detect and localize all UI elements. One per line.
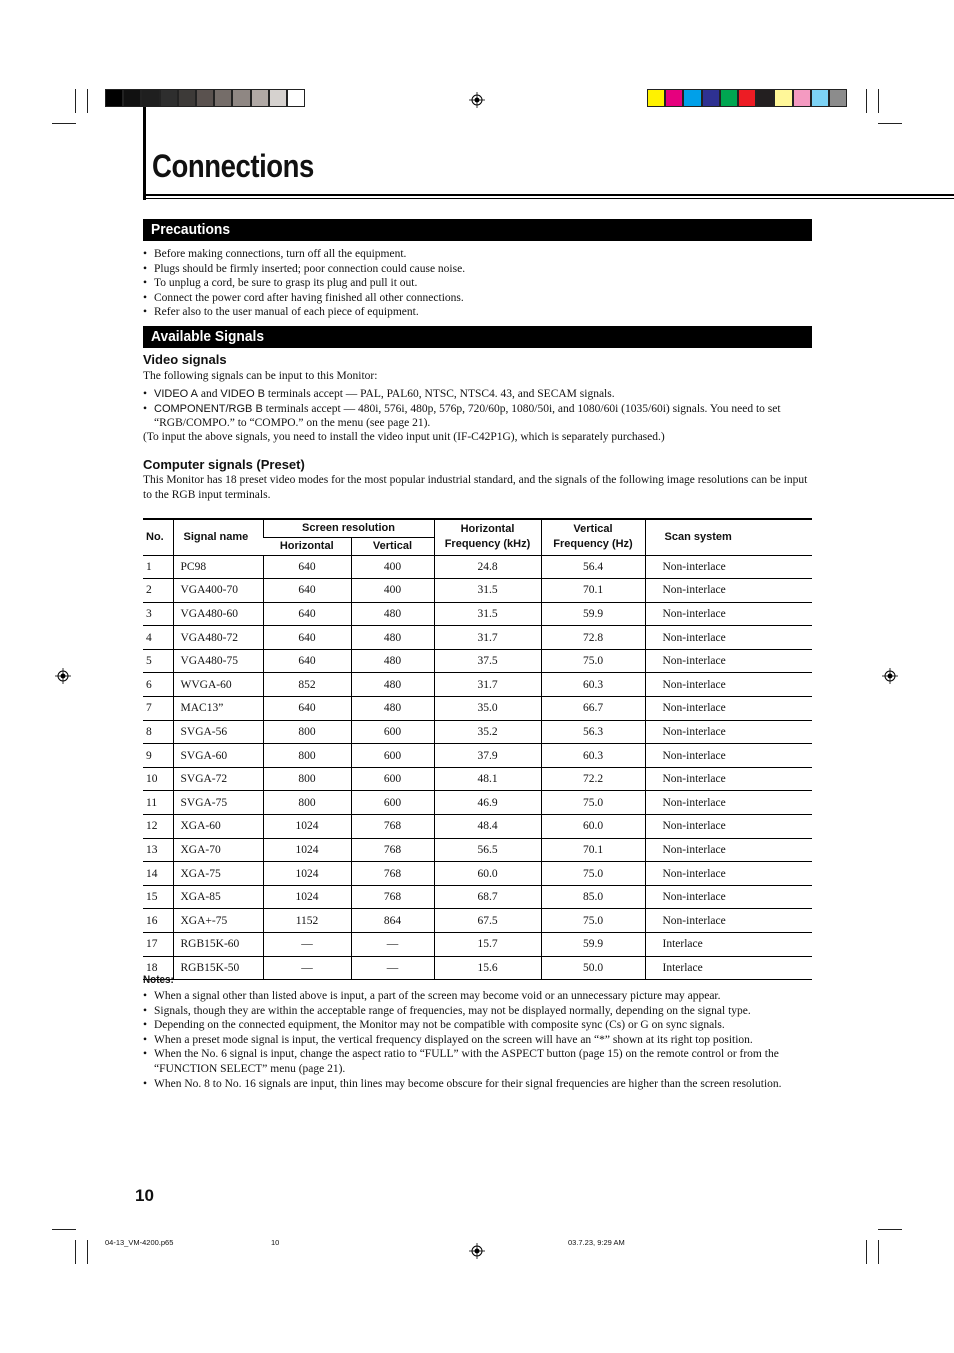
color-swatch — [178, 89, 196, 107]
column-header-vertical-frequency: Vertical Frequency (Hz) — [541, 519, 645, 555]
color-swatch — [647, 89, 665, 107]
cell-vertical: 480 — [351, 697, 434, 721]
cell-signal-name: XGA+-75 — [173, 909, 263, 933]
cell-no: 2 — [143, 579, 173, 603]
cell-signal-name: RGB15K-60 — [173, 933, 263, 957]
registration-mark-icon — [469, 1243, 485, 1259]
cell-scan-system: Non-interlace — [645, 579, 812, 603]
cell-vertical: 768 — [351, 838, 434, 862]
list-item: • COMPONENT/RGB B terminals accept — 480i, 576i, 480p, 576p, 720/60p, 1080/50i, and 1080/60i (1035/60i) signals. You need to set “RGB/COMPO.” to “COMPO.” on the menu (see page 21). — [143, 402, 813, 431]
cell-vertical: 480 — [351, 649, 434, 673]
cell-scan-system: Non-interlace — [645, 862, 812, 886]
color-swatch — [160, 89, 178, 107]
cell-vertical: 600 — [351, 720, 434, 744]
cell-scan-system: Non-interlace — [645, 673, 812, 697]
cell-vertical: 600 — [351, 744, 434, 768]
cell-horizontal: 1024 — [263, 815, 351, 839]
footer-file-name: 04-13_VM-4200.p65 — [105, 1238, 174, 1247]
cell-signal-name: SVGA-56 — [173, 720, 263, 744]
cell-signal-name: XGA-60 — [173, 815, 263, 839]
cell-no: 5 — [143, 649, 173, 673]
cell-vertical-frequency: 70.1 — [541, 838, 645, 862]
available-signals-heading: Available Signals — [143, 326, 812, 348]
table-row — [143, 933, 812, 957]
cell-scan-system: Non-interlace — [645, 744, 812, 768]
cell-no: 14 — [143, 862, 173, 886]
color-swatch — [774, 89, 792, 107]
registration-mark-icon — [55, 668, 71, 684]
cell-vertical: 768 — [351, 815, 434, 839]
computer-signals-subheading: Computer signals (Preset) — [143, 457, 305, 472]
list-item: • When a signal other than listed above is input, a part of the screen may become void or an unnecessary picture may appear. — [143, 989, 813, 1004]
cell-horizontal-frequency: 37.9 — [434, 744, 541, 768]
cell-vertical: 768 — [351, 862, 434, 886]
cell-horizontal-frequency: 48.4 — [434, 815, 541, 839]
cell-vertical-frequency: 75.0 — [541, 909, 645, 933]
cell-vertical: 768 — [351, 885, 434, 909]
cell-horizontal: — — [263, 956, 351, 980]
cell-vertical-frequency: 75.0 — [541, 862, 645, 886]
cell-scan-system: Non-interlace — [645, 885, 812, 909]
cell-horizontal-frequency: 35.0 — [434, 697, 541, 721]
cell-horizontal: 1024 — [263, 885, 351, 909]
table-row — [143, 838, 812, 862]
cell-horizontal-frequency: 24.8 — [434, 555, 541, 579]
cell-horizontal: 852 — [263, 673, 351, 697]
color-swatch — [702, 89, 720, 107]
cell-scan-system: Non-interlace — [645, 815, 812, 839]
list-item: • VIDEO A and VIDEO B terminals accept — PAL, PAL60, NTSC, NTSC4. 43, and SECAM signals. — [143, 387, 813, 402]
cell-signal-name: PC98 — [173, 555, 263, 579]
cell-signal-name: XGA-70 — [173, 838, 263, 862]
cell-vertical-frequency: 72.2 — [541, 767, 645, 791]
color-swatch — [105, 89, 123, 107]
video-signals-intro: The following signals can be input to this Monitor: — [143, 370, 378, 382]
color-swatch — [683, 89, 701, 107]
table-row — [143, 791, 812, 815]
table-row — [143, 815, 812, 839]
title-accent-bar — [143, 107, 146, 200]
cell-no: 6 — [143, 673, 173, 697]
footer-page: 10 — [271, 1238, 280, 1247]
cell-horizontal: 1024 — [263, 838, 351, 862]
color-swatch — [756, 89, 774, 107]
cell-horizontal-frequency: 67.5 — [434, 909, 541, 933]
grayscale-color-bar — [105, 89, 305, 107]
color-swatch — [251, 89, 269, 107]
table-row — [143, 720, 812, 744]
cell-horizontal: 800 — [263, 744, 351, 768]
list-item: • Before making connections, turn off all the equipment. — [143, 247, 813, 262]
cell-vertical: 480 — [351, 673, 434, 697]
column-header-horizontal-frequency: Horizontal Frequency (kHz) — [434, 519, 541, 555]
cell-vertical: — — [351, 933, 434, 957]
cell-horizontal: 1024 — [263, 862, 351, 886]
registration-mark-icon — [882, 668, 898, 684]
color-swatch — [829, 89, 847, 107]
cell-horizontal-frequency: 31.7 — [434, 673, 541, 697]
cell-vertical: 864 — [351, 909, 434, 933]
cell-signal-name: WVGA-60 — [173, 673, 263, 697]
color-swatch — [196, 89, 214, 107]
cell-horizontal-frequency: 15.7 — [434, 933, 541, 957]
cell-no: 15 — [143, 885, 173, 909]
cell-scan-system: Non-interlace — [645, 697, 812, 721]
cell-no: 4 — [143, 626, 173, 650]
cell-horizontal-frequency: 35.2 — [434, 720, 541, 744]
cell-signal-name: XGA-75 — [173, 862, 263, 886]
cell-vertical-frequency: 59.9 — [541, 602, 645, 626]
cell-signal-name: VGA400-70 — [173, 579, 263, 603]
list-item: • Signals, though they are within the acceptable range of frequencies, may not be displayed normally, depending on the signal type. — [143, 1004, 813, 1019]
column-header-horizontal: Horizontal — [263, 537, 351, 555]
cell-horizontal: 640 — [263, 555, 351, 579]
cell-horizontal-frequency: 37.5 — [434, 649, 541, 673]
cell-vertical-frequency: 60.0 — [541, 815, 645, 839]
cell-scan-system: Interlace — [645, 933, 812, 957]
precautions-heading: Precautions — [143, 219, 812, 241]
table-body — [143, 555, 812, 980]
cell-signal-name: VGA480-60 — [173, 602, 263, 626]
cell-no: 16 — [143, 909, 173, 933]
video-signals-list — [143, 387, 813, 431]
cell-vertical-frequency: 72.8 — [541, 626, 645, 650]
list-item: • Plugs should be firmly inserted; poor connection could cause noise. — [143, 262, 813, 277]
cell-no: 18 — [143, 956, 173, 980]
cell-horizontal-frequency: 68.7 — [434, 885, 541, 909]
cell-horizontal-frequency: 31.7 — [434, 626, 541, 650]
cell-horizontal-frequency: 15.6 — [434, 956, 541, 980]
cell-horizontal: 800 — [263, 791, 351, 815]
cell-vertical-frequency: 60.3 — [541, 673, 645, 697]
color-swatch — [720, 89, 738, 107]
list-item: • When No. 8 to No. 16 signals are input, thin lines may become obscure for their signal frequencies are higher than the screen resolution. — [143, 1077, 813, 1092]
color-swatch — [141, 89, 159, 107]
cell-no: 11 — [143, 791, 173, 815]
cell-vertical: 600 — [351, 767, 434, 791]
cell-no: 7 — [143, 697, 173, 721]
cell-no: 1 — [143, 555, 173, 579]
cell-no: 17 — [143, 933, 173, 957]
cell-signal-name: SVGA-60 — [173, 744, 263, 768]
cell-horizontal-frequency: 46.9 — [434, 791, 541, 815]
color-swatch — [793, 89, 811, 107]
cell-signal-name: VGA480-72 — [173, 626, 263, 650]
process-color-bar — [647, 89, 847, 107]
cell-vertical-frequency: 75.0 — [541, 791, 645, 815]
precautions-list — [143, 247, 813, 320]
cell-signal-name: SVGA-72 — [173, 767, 263, 791]
list-item: • When a preset mode signal is input, the vertical frequency displayed on the screen will have an “*” shown at its right top position. — [143, 1033, 813, 1048]
cell-no: 13 — [143, 838, 173, 862]
notes-list — [143, 989, 813, 1091]
cell-horizontal: 640 — [263, 697, 351, 721]
color-swatch — [665, 89, 683, 107]
cell-vertical: 480 — [351, 626, 434, 650]
cell-vertical: 480 — [351, 602, 434, 626]
cell-scan-system: Non-interlace — [645, 555, 812, 579]
table-row — [143, 579, 812, 603]
color-swatch — [214, 89, 232, 107]
list-item: • Depending on the connected equipment, the Monitor may not be compatible with composite sync (Cs) or G on sync signals. — [143, 1018, 813, 1033]
table-row — [143, 744, 812, 768]
table-row — [143, 649, 812, 673]
column-header-signal-name: Signal name — [173, 519, 263, 555]
color-swatch — [287, 89, 305, 107]
table-row — [143, 956, 812, 980]
table-row — [143, 767, 812, 791]
cell-scan-system: Non-interlace — [645, 909, 812, 933]
cell-scan-system: Non-interlace — [645, 626, 812, 650]
table-row — [143, 626, 812, 650]
title-rule — [146, 198, 954, 199]
color-swatch — [738, 89, 756, 107]
cell-no: 12 — [143, 815, 173, 839]
video-signals-note: (To input the above signals, you need to install the video input unit (IF-C42P1G), which is separately purchased.) — [143, 431, 665, 443]
cell-no: 9 — [143, 744, 173, 768]
cell-scan-system: Non-interlace — [645, 838, 812, 862]
page-number: 10 — [135, 1186, 154, 1205]
cell-vertical-frequency: 59.9 — [541, 933, 645, 957]
cell-no: 8 — [143, 720, 173, 744]
list-item: • Refer also to the user manual of each piece of equipment. — [143, 305, 813, 320]
cell-vertical: — — [351, 956, 434, 980]
cell-horizontal-frequency: 31.5 — [434, 602, 541, 626]
cell-horizontal: 640 — [263, 649, 351, 673]
table-row — [143, 697, 812, 721]
color-swatch — [232, 89, 250, 107]
cell-signal-name: XGA-85 — [173, 885, 263, 909]
notes-heading: Notes: — [143, 974, 174, 986]
cell-horizontal: 1152 — [263, 909, 351, 933]
cell-horizontal: 800 — [263, 720, 351, 744]
table-row — [143, 885, 812, 909]
cell-horizontal: 640 — [263, 626, 351, 650]
cell-vertical: 400 — [351, 579, 434, 603]
column-header-screen-resolution: Screen resolution — [263, 519, 434, 537]
cell-signal-name: RGB15K-50 — [173, 956, 263, 980]
column-header-no: No. — [143, 519, 173, 555]
cell-vertical-frequency: 56.3 — [541, 720, 645, 744]
cell-scan-system: Non-interlace — [645, 649, 812, 673]
list-item: • Connect the power cord after having finished all other connections. — [143, 291, 813, 306]
cell-horizontal: — — [263, 933, 351, 957]
computer-signals-intro: This Monitor has 18 preset video modes for the most popular industrial standard, and the signals of the following image resolutions can be input to the RGB input terminals. — [143, 474, 808, 501]
cell-scan-system: Interlace — [645, 956, 812, 980]
cell-scan-system: Non-interlace — [645, 602, 812, 626]
cell-signal-name: VGA480-75 — [173, 649, 263, 673]
footer-timestamp: 03.7.23, 9:29 AM — [568, 1238, 625, 1247]
color-swatch — [811, 89, 829, 107]
cell-horizontal-frequency: 48.1 — [434, 767, 541, 791]
cell-no: 10 — [143, 767, 173, 791]
column-header-vertical: Vertical — [351, 537, 434, 555]
cell-horizontal: 640 — [263, 602, 351, 626]
list-item: • To unplug a cord, be sure to grasp its plug and pull it out. — [143, 276, 813, 291]
table-row — [143, 602, 812, 626]
cell-no: 3 — [143, 602, 173, 626]
table-row — [143, 909, 812, 933]
cell-horizontal-frequency: 60.0 — [434, 862, 541, 886]
cell-signal-name: SVGA-75 — [173, 791, 263, 815]
table-row — [143, 673, 812, 697]
cell-vertical-frequency: 66.7 — [541, 697, 645, 721]
cell-vertical-frequency: 60.3 — [541, 744, 645, 768]
cell-horizontal-frequency: 56.5 — [434, 838, 541, 862]
registration-mark-icon — [469, 92, 485, 108]
color-swatch — [269, 89, 287, 107]
page-title: Connections — [152, 148, 314, 184]
table-row — [143, 862, 812, 886]
list-item: • When the No. 6 signal is input, change the aspect ratio to “FULL” with the ASPECT button (page 15) on the remote control or from the “FUNCTION SELECT” menu (page 21). — [143, 1047, 813, 1076]
color-swatch — [123, 89, 141, 107]
cell-horizontal: 800 — [263, 767, 351, 791]
cell-horizontal-frequency: 31.5 — [434, 579, 541, 603]
table-row — [143, 555, 812, 579]
cell-vertical: 400 — [351, 555, 434, 579]
video-signals-subheading: Video signals — [143, 352, 227, 367]
cell-vertical-frequency: 85.0 — [541, 885, 645, 909]
column-header-scan-system: Scan system — [645, 519, 812, 555]
preset-signals-table — [143, 518, 812, 980]
cell-vertical: 600 — [351, 791, 434, 815]
cell-scan-system: Non-interlace — [645, 791, 812, 815]
cell-signal-name: MAC13” — [173, 697, 263, 721]
cell-scan-system: Non-interlace — [645, 720, 812, 744]
cell-vertical-frequency: 50.0 — [541, 956, 645, 980]
title-rule — [146, 194, 954, 196]
cell-vertical-frequency: 70.1 — [541, 579, 645, 603]
cell-vertical-frequency: 75.0 — [541, 649, 645, 673]
cell-vertical-frequency: 56.4 — [541, 555, 645, 579]
cell-horizontal: 640 — [263, 579, 351, 603]
cell-scan-system: Non-interlace — [645, 767, 812, 791]
